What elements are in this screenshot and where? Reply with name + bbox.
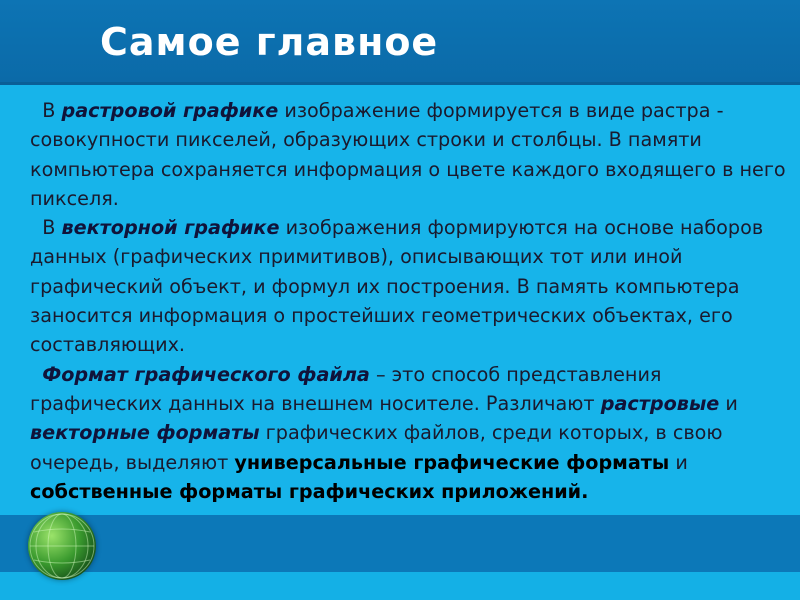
title-bar bbox=[0, 0, 800, 85]
paragraph-raster: В растровой графике изображение формируется в виде растра - совокупности пикселей, образующих строки и столбцы. В памяти компьютера сохраняется информация о цвете каждого входящего в него пикселя. bbox=[30, 99, 786, 210]
term-vector-formats: векторные форматы bbox=[30, 421, 260, 445]
term-universal-formats: универсальные графические форматы bbox=[234, 450, 670, 474]
globe-icon bbox=[28, 512, 96, 580]
term-raster-formats: растровые bbox=[600, 391, 720, 415]
term-vector-graphics: векторной графике bbox=[61, 216, 280, 240]
term-raster-graphics: растровой графике bbox=[61, 99, 279, 122]
term-file-format: Формат графического файла bbox=[42, 362, 370, 386]
slide-body bbox=[30, 96, 790, 506]
bottom-strip bbox=[0, 572, 800, 600]
slide-title: Самое главное bbox=[100, 20, 439, 64]
paragraph-format: Формат графического файла – это способ представления графических данных на внешнем носителе. Различают растровые и векторные форматы графических файлов, среди которых, в свою очередь, выделяют универсальные графические форматы и собственные форматы графических приложений. bbox=[30, 362, 738, 503]
term-app-formats: собственные форматы графических приложений. bbox=[30, 479, 589, 503]
bottom-band bbox=[0, 515, 800, 572]
paragraph-vector: В векторной графике изображения формируются на основе наборов данных (графических примитивов), описывающих тот или иной графический объект, и формул их построения. В память компьютера заносится информация о простейших геометрических объектах, его составляющих. bbox=[30, 216, 764, 357]
